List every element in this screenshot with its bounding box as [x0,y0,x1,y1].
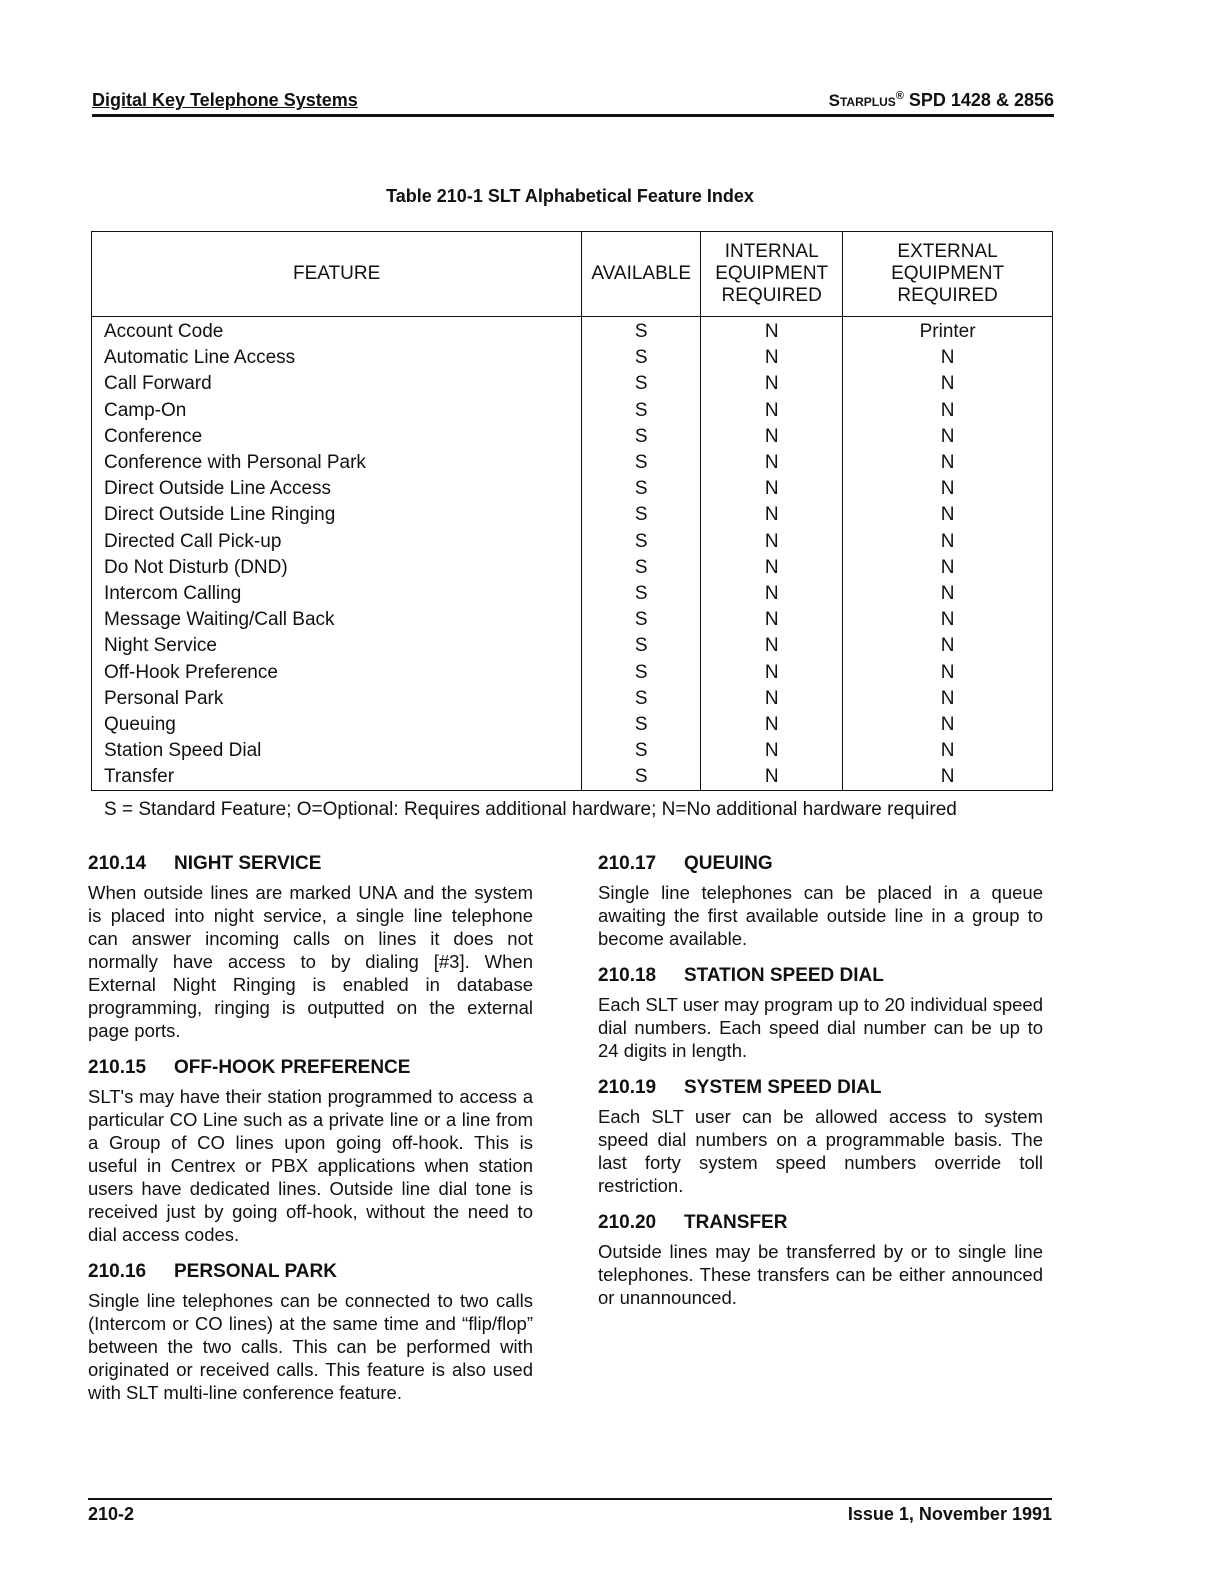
cell-available: S [582,738,701,764]
cell-feature: Message Waiting/Call Back [92,607,582,633]
col-header-internal-line2: EQUIPMENT [715,263,829,284]
cell-feature: Queuing [92,712,582,738]
cell-available: S [582,607,701,633]
cell-internal: N [701,712,843,738]
cell-internal: N [701,738,843,764]
cell-external: N [843,607,1053,633]
section-transfer [598,1211,1043,1309]
cell-feature: Account Code [92,317,582,346]
col-header-internal-line3: REQUIRED [721,285,822,306]
left-column [88,852,533,1418]
section-number: 210.14 [88,853,147,874]
section-title: NIGHT SERVICE [174,853,322,874]
section-queuing [598,852,1043,950]
cell-available: S [582,581,701,607]
section-heading [88,1260,533,1283]
header-product [829,90,1054,111]
section-body: When outside lines are marked UNA and the system is placed into night service, a single line telephone can answer incoming calls on lines it does not normally have access to by dialing [#3]. When External Night Ringing is enabled in database programming, ringing is outputted on the external page ports. [88,882,533,1041]
cell-external: N [843,633,1053,659]
section-heading [598,964,1043,987]
cell-feature: Do Not Disturb (DND) [92,555,582,581]
section-body: Single line telephones can be connected to two calls (Intercom or CO lines) at the same time and “flip/flop” between the two calls. This can be performed with originated or received calls. This feature is also used with SLT multi-line conference feature. [88,1290,533,1403]
table-row [92,371,1053,397]
cell-external: N [843,581,1053,607]
cell-feature: Directed Call Pick-up [92,529,582,555]
section-number: 210.20 [598,1212,657,1233]
table-row [92,659,1053,685]
section-heading [88,1056,533,1079]
cell-internal: N [701,529,843,555]
cell-internal: N [701,555,843,581]
registered-mark: ® [895,90,904,102]
section-title: SYSTEM SPEED DIAL [684,1077,882,1098]
section-heading [598,1076,1043,1099]
cell-external: N [843,764,1053,791]
cell-external: N [843,659,1053,685]
section-number: 210.19 [598,1077,657,1098]
table-row [92,607,1053,633]
cell-available: S [582,424,701,450]
col-header-feature: FEATURE [92,232,582,317]
table-row [92,686,1053,712]
col-header-internal [701,232,843,317]
col-header-external [843,232,1053,317]
cell-external: N [843,345,1053,371]
section-off-hook-preference [88,1056,533,1246]
cell-feature: Night Service [92,633,582,659]
cell-external: N [843,450,1053,476]
cell-external: N [843,371,1053,397]
cell-external: N [843,712,1053,738]
section-body: Each SLT user can be allowed access to system speed dial numbers on a programmable basis. The last forty system speed numbers override toll restriction. [598,1106,1043,1196]
cell-feature: Direct Outside Line Ringing [92,502,582,528]
col-header-internal-line1: INTERNAL [724,241,819,262]
cell-internal: N [701,424,843,450]
page-number: 210-2 [88,1504,135,1524]
header-doc-title: Digital Key Telephone Systems [92,90,358,110]
issue-date: Issue 1, November 1991 [847,1504,1052,1524]
cell-external: N [843,529,1053,555]
section-heading [88,852,533,875]
cell-internal: N [701,659,843,685]
section-title: TRANSFER [684,1212,788,1233]
cell-external: N [843,398,1053,424]
table-row [92,712,1053,738]
cell-available: S [582,476,701,502]
cell-external: N [843,686,1053,712]
section-number: 210.16 [88,1261,147,1282]
header-model: SPD 1428 & 2856 [908,90,1054,110]
cell-feature: Transfer [92,764,582,791]
section-title: QUEUING [684,853,773,874]
cell-external: N [843,738,1053,764]
table-header-row [92,232,1053,317]
table-title: Table 210-1 SLT Alphabetical Feature Index [386,186,754,206]
cell-external: N [843,476,1053,502]
cell-available: S [582,529,701,555]
cell-internal: N [701,633,843,659]
table-row [92,424,1053,450]
cell-internal: N [701,764,843,791]
table-row [92,633,1053,659]
cell-feature: Off-Hook Preference [92,659,582,685]
cell-feature: Direct Outside Line Access [92,476,582,502]
cell-available: S [582,659,701,685]
cell-internal: N [701,371,843,397]
col-header-external-line3: REQUIRED [897,285,998,306]
section-station-speed-dial [598,964,1043,1062]
page-header [92,88,1054,117]
cell-internal: N [701,686,843,712]
cell-available: S [582,712,701,738]
table-legend: S = Standard Feature; O=Optional: Requires additional hardware; N=No additional hardware required [104,799,957,820]
table-row [92,764,1053,791]
cell-external: N [843,555,1053,581]
table-row [92,345,1053,371]
cell-available: S [582,555,701,581]
cell-internal: N [701,581,843,607]
cell-feature: Call Forward [92,371,582,397]
cell-available: S [582,450,701,476]
table-row [92,398,1053,424]
header-brand: Starplus [828,91,896,110]
cell-available: S [582,317,701,346]
cell-feature: Personal Park [92,686,582,712]
section-title: STATION SPEED DIAL [684,965,884,986]
table-row [92,529,1053,555]
table-row [92,502,1053,528]
cell-internal: N [701,317,843,346]
cell-available: S [582,345,701,371]
section-body: Outside lines may be transferred by or to single line telephones. These transfers can be either announced or unannounced. [598,1241,1043,1308]
col-header-external-line2: EQUIPMENT [891,263,1005,284]
section-night-service [88,852,533,1042]
cell-feature: Camp-On [92,398,582,424]
cell-feature: Conference with Personal Park [92,450,582,476]
section-body: Single line telephones can be placed in a queue awaiting the first available outside line in a group to become available. [598,882,1043,949]
section-heading [598,1211,1043,1234]
section-number: 210.15 [88,1057,147,1078]
section-number: 210.18 [598,965,657,986]
section-body: Each SLT user may program up to 20 individual speed dial numbers. Each speed dial number can be up to 24 digits in length. [598,994,1043,1061]
cell-available: S [582,764,701,791]
section-body: SLT's may have their station programmed to access a particular CO Line such as a private line or a line from a Group of CO lines upon going off-hook. This is useful in Centrex or PBX applications when station users have dedicated lines. Outside line dial tone is received just by going off-hook, without the need to dial access codes. [88,1086,533,1245]
cell-available: S [582,371,701,397]
section-number: 210.17 [598,853,657,874]
cell-internal: N [701,476,843,502]
table-row [92,476,1053,502]
cell-feature: Conference [92,424,582,450]
cell-internal: N [701,607,843,633]
cell-feature: Station Speed Dial [92,738,582,764]
page-footer [88,1498,1052,1528]
col-header-external-line1: EXTERNAL [897,241,998,262]
table-row [92,555,1053,581]
table-row [92,317,1053,346]
section-title: OFF-HOOK PREFERENCE [174,1057,411,1078]
section-title: PERSONAL PARK [174,1261,337,1282]
cell-external: N [843,502,1053,528]
cell-external: Printer [843,317,1053,346]
col-header-available: AVAILABLE [582,232,701,317]
cell-internal: N [701,450,843,476]
cell-available: S [582,686,701,712]
cell-internal: N [701,502,843,528]
cell-external: N [843,424,1053,450]
cell-available: S [582,398,701,424]
cell-feature: Intercom Calling [92,581,582,607]
table-row [92,738,1053,764]
section-heading [598,852,1043,875]
cell-internal: N [701,345,843,371]
feature-index-table [91,231,1053,791]
cell-feature: Automatic Line Access [92,345,582,371]
cell-internal: N [701,398,843,424]
table-row [92,581,1053,607]
cell-available: S [582,502,701,528]
right-column [598,852,1043,1323]
section-system-speed-dial [598,1076,1043,1197]
cell-available: S [582,633,701,659]
section-personal-park [88,1260,533,1404]
table-row [92,450,1053,476]
